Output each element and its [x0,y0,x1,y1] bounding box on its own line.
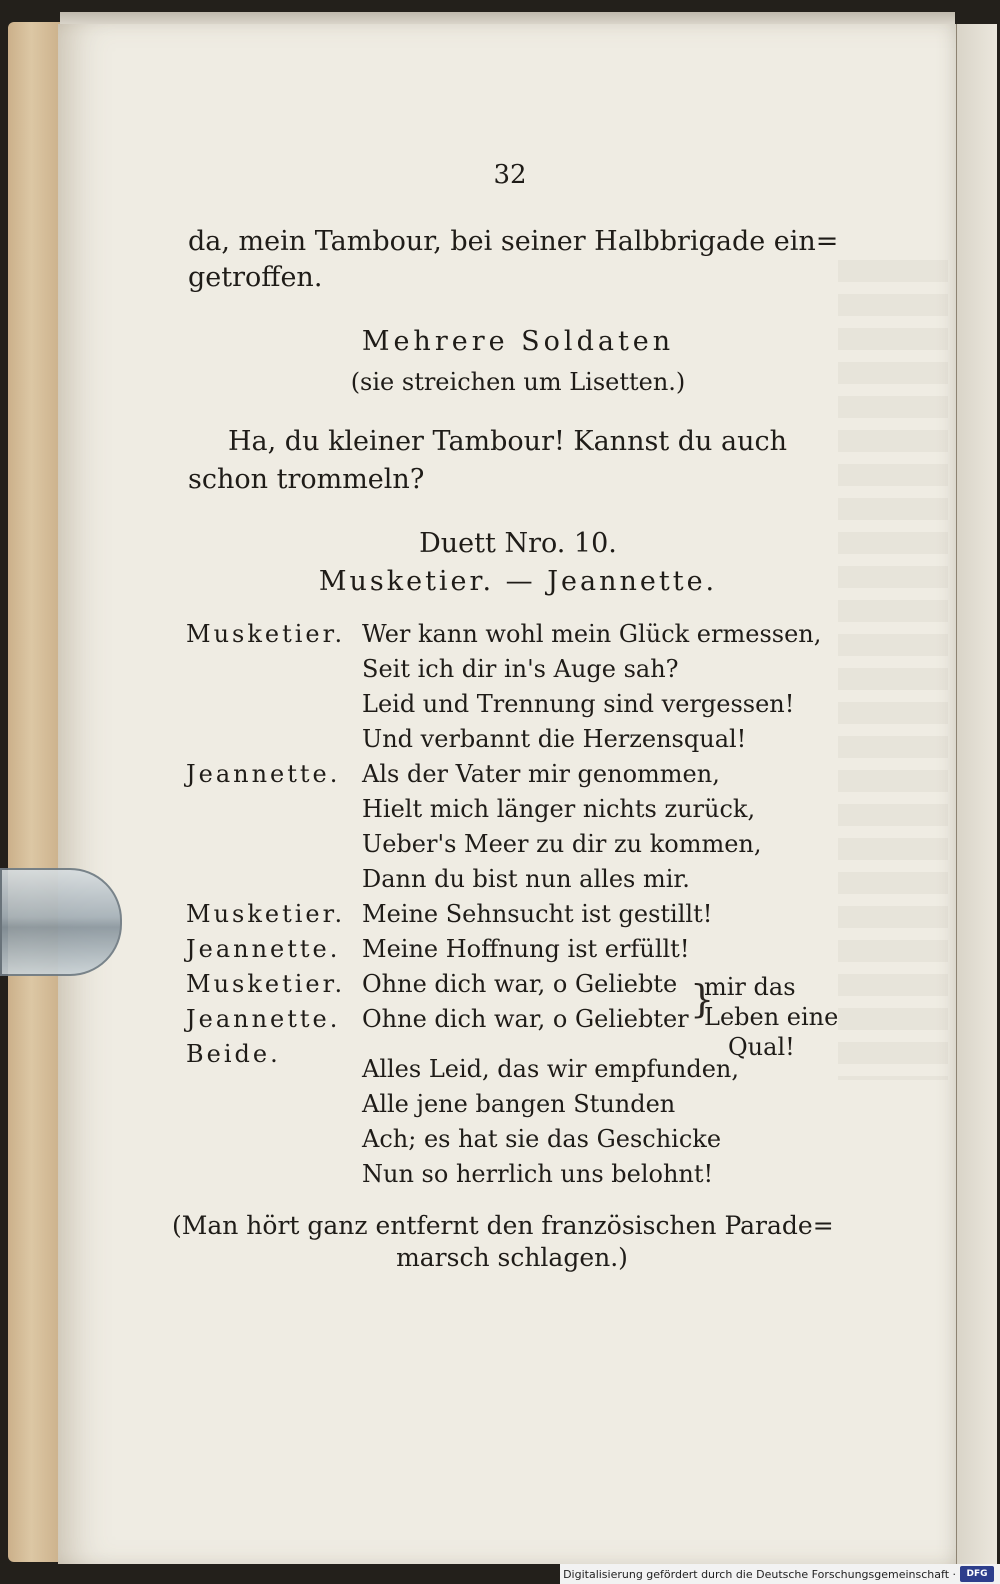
verse-line: Und verbannt die Herzensqual! [362,725,747,753]
verse-line: Alles Leid, das wir empfunden, [362,1055,739,1083]
verse-line: Ueber's Meer zu dir zu kommen, [362,830,762,858]
speech-line-2: schon trommeln? [188,464,425,495]
verse-line: Meine Hoffnung ist erfüllt! [362,935,690,963]
verse-line: Ohne dich war, o Geliebte [362,970,678,998]
footer-bar [560,1564,1000,1584]
verse-line: Nun so herrlich uns belohnt! [362,1160,714,1188]
stage-direction: (sie streichen um Lisetten.) [350,368,686,396]
intro-line-1: da, mein Tambour, bei seiner Halbbrigade ein= [188,226,839,257]
shared-ending: Qual! [728,1033,795,1061]
role-label: Jeannette. [186,760,341,788]
verse-line: Als der Vater mir genommen, [362,760,720,788]
role-label: Musketier. [186,970,346,998]
footer-credit: Digitalisierung gefördert durch die Deutsche Forschungsgemeinschaft · [563,1568,956,1581]
speaker-heading: Mehrere Soldaten [361,326,675,357]
verse-line: Leid und Trennung sind vergessen! [362,690,795,718]
role-label: Musketier. [186,620,346,648]
shared-ending: Leben eine [704,1003,839,1031]
verse-line: Wer kann wohl mein Glück ermessen, [362,620,822,648]
duet-roles: Musketier. — Jeannette. [318,566,718,597]
show-through [838,260,948,1080]
verse-line: Ach; es hat sie das Geschicke [362,1125,722,1153]
intro-line-2: getroffen. [188,262,323,293]
verse-line: Alle jene bangen Stunden [362,1090,676,1118]
dfg-logo: DFG [960,1566,994,1582]
bookmark-clip [0,868,122,976]
verse-line: Meine Sehnsucht ist gestillt! [362,900,713,928]
verse-line: Seit ich dir in's Auge sah? [362,655,679,683]
closing-line-1: (Man hört ganz entfernt den französischen Parade= [172,1211,834,1240]
role-label: Musketier. [186,900,346,928]
adjacent-page [956,24,997,1564]
verse-line: Hielt mich länger nichts zurück, [362,795,756,823]
page-number: 32 [493,160,527,190]
speech-line-1: Ha, du kleiner Tambour! Kannst du auch [228,426,787,457]
duet-title: Duett Nro. 10. [419,528,617,559]
closing-line-2: marsch schlagen.) [396,1243,628,1272]
shared-ending: mir das [704,973,796,1001]
role-label: Jeannette. [186,935,341,963]
verse-line: Ohne dich war, o Geliebter [362,1005,689,1033]
role-label: Jeannette. [186,1005,341,1033]
closing-direction [172,1210,852,1274]
bracket-glyph: } [690,977,715,1021]
verse-line: Dann du bist nun alles mir. [362,865,690,893]
role-label: Beide. [186,1040,281,1068]
